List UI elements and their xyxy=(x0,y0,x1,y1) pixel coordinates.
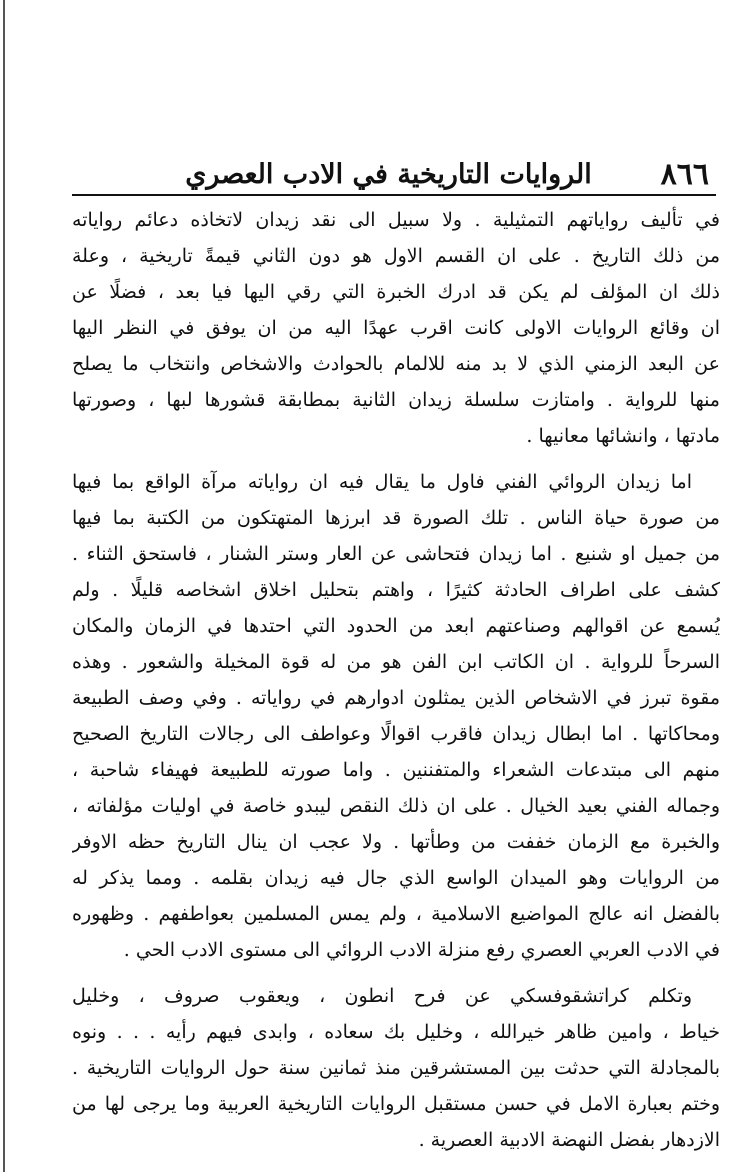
text-line: اما زيدان الروائي الفني فاول ما يقال فيه ان رواياته مرآة الواقع بما فيها xyxy=(72,471,692,493)
text-line: يُسمع عن اقوالهم وصناعتهم ابعد من الحدود التي احتدها في الزمان والمكان xyxy=(72,615,720,637)
text-line: والخبرة مع الزمان خففت من وطأتها . ولا عجب ان ينال التاريخ حظه الاوفر xyxy=(72,831,720,853)
paragraph-1 xyxy=(72,202,720,454)
text-line: خياط ، وامين ظاهر خيرالله ، وخليل بك سعاده ، وابدى فيهم رأيه . . . ونوه xyxy=(72,1021,720,1043)
text-line: من الروايات وهو الميدان الواسع الذي جال فيه زيدان بقلمه . ومما يذكر له xyxy=(72,867,720,889)
text-line: من صورة حياة الناس . تلك الصورة قد ابرزها المتهتكون من الكتبة بما فيها xyxy=(72,507,720,529)
text-line: مقوة تبرز في الاشخاص الذين يمثلون ادوارهم في رواياته . وفي وصف الطبيعة xyxy=(72,687,720,709)
text-line: الازدهار بفضل النهضة الادبية العصرية . xyxy=(418,1129,720,1151)
page-scan-edge xyxy=(3,0,5,1172)
text-line: وتكلم كراتشقوفسكي عن فرح انطون ، ويعقوب صروف ، وخليل xyxy=(72,985,692,1007)
text-line: في الادب العربي العصري رفع منزلة الادب الروائي الى مستوى الادب الحي . xyxy=(123,939,720,961)
text-line: في تأليف رواياتهم التمثيلية . ولا سبيل الى نقد زيدان لاتخاذه دعائم رواياته xyxy=(72,209,720,231)
text-line: وختم بعبارة الامل في حسن مستقبل الروايات التاريخية العربية وما يرجى لها من xyxy=(72,1093,720,1115)
page-number: ٨٦٦ xyxy=(660,157,709,192)
text-line: بالمجادلة التي حدثت بين المستشرقين منذ ثمانين سنة حول الروايات التاريخية . xyxy=(72,1057,720,1079)
body-text xyxy=(72,202,720,1158)
paragraph-2 xyxy=(72,464,720,968)
page-header xyxy=(60,152,717,196)
text-line: ذلك ان المؤلف لم يكن قد ادرك الخبرة التي رقي اليها فيا بعد ، فضلًا عن xyxy=(72,281,720,303)
text-line: مادتها ، وانشائها معانيها . xyxy=(526,425,720,447)
text-line: كشف على اطراف الحادثة كثيرًا ، واهتم بتحليل اخلاق اشخاصه قليلًا . ولم xyxy=(72,579,720,601)
text-line: السرحاً للرواية . ان الكاتب ابن الفن هو من له قوة المخيلة والشعور . وهذه xyxy=(72,651,720,673)
text-line: منهم الى مبتدعات الشعراء والمتفننين . واما صورته للطبيعة فهيفاء شاحبة ، xyxy=(72,759,720,781)
text-line: ومحاكاتها . اما ابطال زيدان فاقرب اقوالًا وعواطف الى رجالات التاريخ الصحيح xyxy=(72,723,720,745)
running-title: الروايات التاريخية في الادب العصري xyxy=(185,159,592,190)
text-line: ان وقائع الروايات الاولى كانت اقرب عهدًا اليه من ان يوفق في النظر اليها xyxy=(72,317,720,339)
text-line: بالفضل انه عالج المواضيع الاسلامية ، ولم يمس المسلمين بعواطفهم . وظهوره xyxy=(72,903,720,925)
text-line: عن البعد الزمني الذي لا بد منه للالمام بالحوادث والاشخاص وانتخاب ما يصلح xyxy=(72,353,720,375)
text-line: من جميل او شنيع . اما زيدان فتحاشى عن العار وستر الشنار ، فاستحق الثناء . xyxy=(72,543,720,565)
text-line: منها للرواية . وامتازت سلسلة زيدان الثانية بمطابقة قشورها لبها ، وصورتها xyxy=(72,389,720,411)
paragraph-3 xyxy=(72,978,720,1158)
header-rule xyxy=(72,194,716,196)
text-line: وجماله الفني بعيد الخيال . على ان ذلك النقص ليبدو خاصة في اوليات مؤلفاته ، xyxy=(72,795,720,817)
text-line: من ذلك التاريخ . على ان القسم الاول هو دون الثاني قيمةً تاريخية ، وعلة xyxy=(72,245,720,267)
